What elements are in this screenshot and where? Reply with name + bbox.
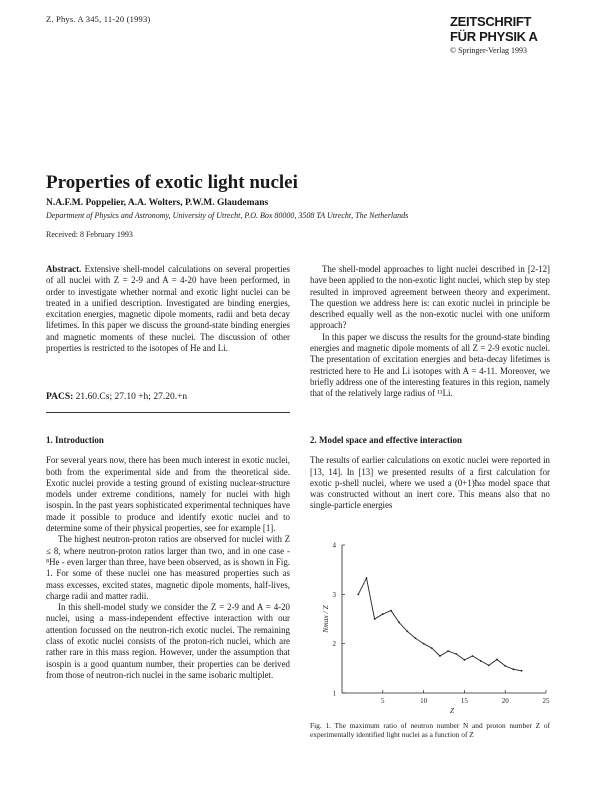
x-axis-label: Z [449, 706, 455, 715]
figure-1 [320, 535, 560, 715]
data-point [406, 630, 408, 632]
section-1-paragraph-1: For several years now, there has been much interest in exotic nuclei, both from the experimental side and from the theoretical side. Exotic nuclei provide a testing ground of existing nuclear-structure models under extreme conditions, namely for nuclei with high isospin. In the past years sophisticated experimental techniques have made it possible to produce and identify exotic nuclei and to determine some of their physical properties, see for example [1]. [46, 455, 290, 534]
journal-citation: Z. Phys. A 345, 11-20 (1993) [46, 14, 151, 24]
article-affiliation: Department of Physics and Astronomy, University of Utrecht, P.O. Box 80000, 3508 TA Utrecht, The Netherlands [46, 211, 409, 220]
data-point [439, 655, 441, 657]
journal-name-line2: FÜR PHYSIK A [450, 29, 538, 44]
data-point [480, 660, 482, 662]
y-tick-label: 2 [332, 640, 336, 649]
section-introduction [46, 435, 290, 681]
x-tick-label: 20 [501, 697, 509, 705]
article-title: Properties of exotic light nuclei [46, 172, 298, 193]
section-1-paragraph-2: The highest neutron-proton ratios are observed for nuclei with Z ≤ 8, where neutron-proton ratios larger than two, and in one case - ⁸He - even larger than three, have been observed, as is shown in Fig. 1. For some of these nuclei one has measured properties such as mass excesses, excited states, magnetic dipole moments, half-lives, charge radii and matter radii. [46, 534, 290, 601]
y-tick-label: 4 [332, 541, 336, 550]
abstract [46, 264, 290, 354]
abstract-text: Extensive shell-model calculations on several properties of all nuclei with Z = 2-9 and A = 4-20 have been performed, in order to investigate whether normal and exotic light nuclei can be treated in a unified description. Investigated are binding energies, excitation energies, magnetic dipole moments, radii and beta decay lifetimes. In this paper we discuss the ground-state binding energies and magnetic moments of these nuclei. The discussion of other properties is restricted to the isotopes of He and Li. [46, 264, 290, 354]
data-point [415, 637, 417, 639]
section-2-heading: 2. Model space and effective interaction [310, 435, 462, 445]
abstract-divider [46, 412, 290, 413]
abstract-label: Abstract. [46, 264, 82, 274]
data-point [431, 647, 433, 649]
data-point [366, 577, 368, 579]
journal-name-line1: ZEITSCHRIFT [450, 14, 532, 29]
data-point [390, 610, 392, 612]
figure-1-caption: Fig. 1. The maximum ratio of neutron number N and proton number Z of experimentally identified light nuclei as a function of Z [310, 721, 550, 740]
data-point [496, 659, 498, 661]
y-tick-label: 3 [332, 590, 336, 599]
data-point [447, 650, 449, 652]
data-point [398, 622, 400, 624]
intro-right-column [310, 264, 550, 400]
pacs-line [46, 392, 187, 402]
x-tick-label: 25 [542, 697, 550, 705]
data-point [472, 655, 474, 657]
section-1-paragraph-3: In this shell-model study we consider the Z = 2-9 and A = 4-20 nuclei, using a mass-independent effective interaction with our attention focussed on the neutron-rich exotic nuclei. The remaining class of exotic nuclei consists of the proton-rich nuclei, which are rather rare in this mass region. However, under the assumption that isospin is a good quantum number, their properties can be derived from those of neutron-rich nuclei in the same isobaric multiplet. [46, 602, 290, 680]
x-tick-label: 5 [381, 697, 385, 705]
intro-paragraph-2: In this paper we discuss the results for the ground-state binding energies and magnetic dipole moments of all Z = 2-9 exotic nuclei. The presentation of excitation energies and beta-decay lifetimes is restricted here to He and Li isotopes with A = 4-11. Moreover, we briefly address one of the interesting features in this region, namely that of the relatively large radius of ¹¹Li. [310, 331, 550, 399]
section-model-space [310, 435, 550, 512]
data-point [455, 653, 457, 655]
y-tick-label: 1 [332, 689, 336, 698]
data-point [357, 593, 359, 595]
data-point [504, 665, 506, 667]
figure-1-chart [320, 535, 560, 715]
data-point [374, 618, 376, 620]
section-1-heading: 1. Introduction [46, 435, 104, 445]
data-point [423, 643, 425, 645]
data-point [464, 659, 466, 661]
received-date: Received: 8 February 1993 [46, 230, 133, 239]
data-point [488, 664, 490, 666]
data-point [512, 668, 514, 670]
x-tick-label: 15 [460, 697, 468, 705]
data-point [382, 613, 384, 615]
pacs-value: 21.60.Cs; 27.10 +h; 27.20.+n [75, 392, 188, 402]
section-2-paragraph-1: The results of earlier calculations on exotic nuclei were reported in [13, 14]. In [13] we presented results of a first calculation for exotic p-shell nuclei, where we used a (0+1)ħω model space that was constructed without an inert core. This means also that no single-particle energies [310, 455, 550, 511]
intro-paragraph-1: The shell-model approaches to light nuclei described in [2-12] have been applied to the non-exotic light nuclei, which step by step resulted in improved agreement between theory and experiment. The question we address here is: can exotic nuclei in principle be described equally well as the non-exotic nuclei with one uniform approach? [310, 264, 550, 331]
y-axis-label: Nmax / Z [321, 605, 330, 633]
x-tick-label: 10 [420, 697, 428, 705]
data-point [521, 670, 523, 672]
article-authors: N.A.F.M. Poppelier, A.A. Wolters, P.W.M. Glaudemans [46, 198, 269, 208]
journal-logo [450, 14, 568, 55]
pacs-label: PACS: [46, 392, 74, 402]
publisher-copyright: © Springer-Verlag 1993 [450, 46, 528, 55]
